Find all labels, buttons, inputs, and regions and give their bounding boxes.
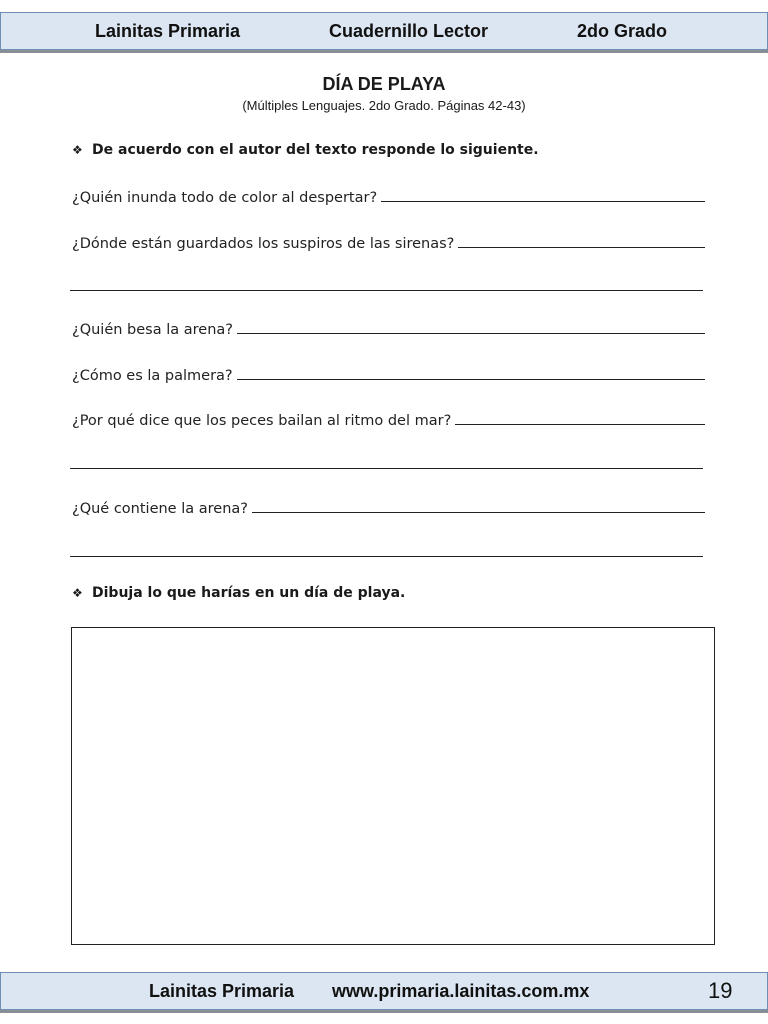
instruction-drawing (72, 585, 405, 601)
question-5 (72, 407, 705, 429)
question-text: ¿Quién inunda todo de color al despertar? (72, 190, 378, 206)
question-6 (72, 495, 705, 517)
footer-url[interactable]: www.primaria.lainitas.com.mx (332, 981, 590, 1001)
page-header (0, 12, 768, 50)
question-text: ¿Quién besa la arena? (72, 322, 233, 338)
page-subtitle: (Múltiples Lenguajes. 2do Grado. Páginas 42-43) (242, 98, 526, 113)
answer-line[interactable] (237, 333, 705, 334)
instruction-text: Dibuja lo que harías en un día de playa. (92, 585, 406, 601)
answer-line[interactable] (458, 247, 705, 248)
question-1 (72, 184, 705, 206)
question-3 (72, 316, 705, 338)
header-school: Lainitas Primaria (95, 21, 241, 41)
page-footer (0, 972, 768, 1010)
answer-line-extra[interactable] (70, 290, 703, 291)
diamond-bullet-icon: ❖ (72, 143, 83, 157)
header-grade: 2do Grado (577, 21, 668, 41)
question-text: ¿Qué contiene la arena? (72, 501, 248, 517)
answer-line[interactable] (252, 512, 705, 513)
diamond-bullet-icon: ❖ (72, 586, 83, 600)
page-number: 19 (708, 978, 733, 1003)
answer-line-extra[interactable] (70, 468, 703, 469)
instruction-text: De acuerdo con el autor del texto responde lo siguiente. (92, 142, 539, 158)
instruction-questions (72, 142, 539, 158)
answer-line-extra[interactable] (70, 556, 703, 557)
header-booklet: Cuadernillo Lector (329, 21, 489, 41)
answer-line[interactable] (381, 201, 705, 202)
question-text: ¿Dónde están guardados los suspiros de las sirenas? (72, 236, 455, 252)
page-title: DÍA DE PLAYA (322, 74, 446, 94)
question-text: ¿Por qué dice que los peces bailan al ritmo del mar? (72, 413, 452, 429)
answer-line[interactable] (237, 379, 705, 380)
question-text: ¿Cómo es la palmera? (72, 368, 233, 384)
footer-school: Lainitas Primaria (149, 981, 295, 1001)
answer-line[interactable] (455, 424, 705, 425)
question-2 (72, 230, 705, 252)
question-4 (72, 362, 705, 384)
drawing-box[interactable] (71, 627, 715, 945)
